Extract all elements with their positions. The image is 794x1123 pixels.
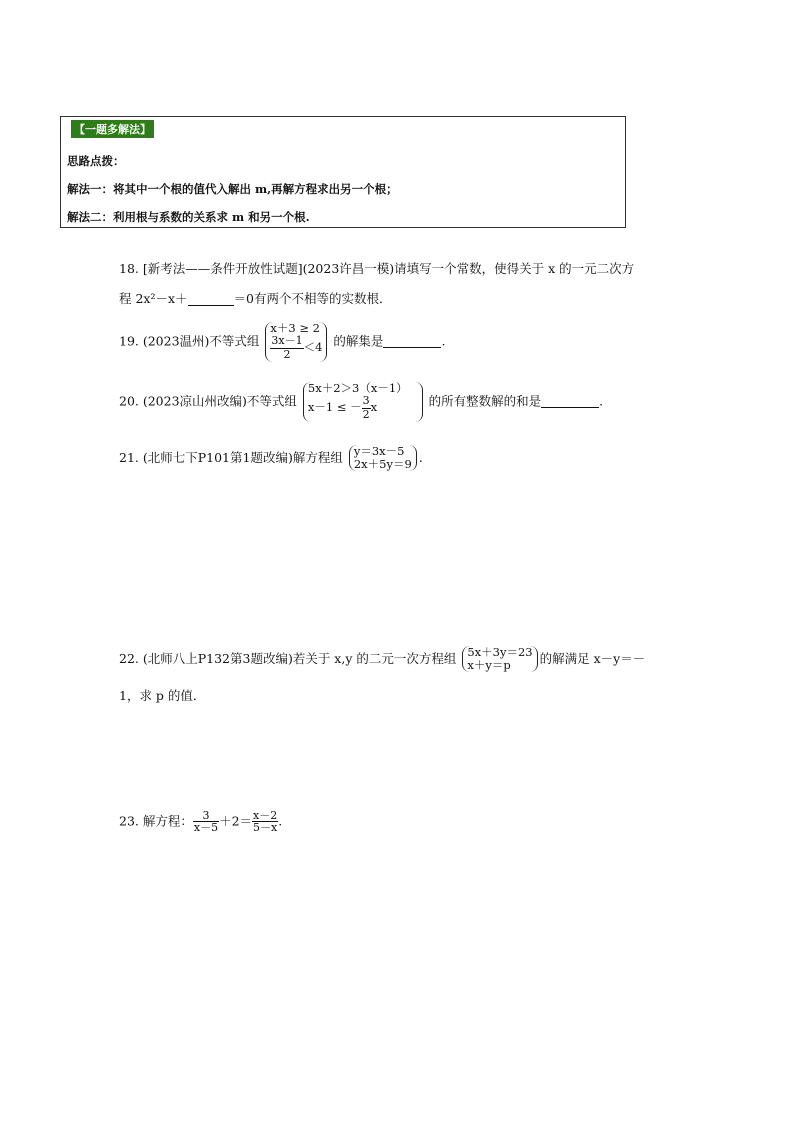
problem-19: 19. (2023温州)不等式组 x＋3 ≥ 2 $\frac{3x-1}{2}$ ＜4 的解集是 . (119, 321, 446, 361)
answer-blank (541, 395, 599, 408)
solution-tip-box (60, 116, 626, 228)
tip-tag: 【一题多解法】 (71, 120, 154, 138)
answer-blank (188, 293, 234, 306)
problem-20: 20. (2023凉山州改编)不等式组 5x＋2＞3（x－1） x－1 ≤ － $\frac{3}{2}$ x 的所有整数解的和是 . (119, 381, 604, 421)
fraction: $\frac{3}{x-5}$ (193, 809, 219, 834)
problem-21: 21. (北师七下P101第1题改编)解方程组 y＝3x－5 2x＋5y＝9 . (119, 444, 423, 472)
equation-system: y＝3x－5 2x＋5y＝9 (349, 445, 417, 471)
tip-lead: 思路点拨： (67, 154, 125, 168)
answer-blank (383, 335, 441, 348)
fraction: $\frac{3}{2}$ (362, 394, 370, 421)
inequality-system: 5x＋2＞3（x－1） x－1 ≤ － $\frac{3}{2}$ x (303, 382, 423, 422)
problem-18-line-2: 程 2x²－x＋ ＝0有两个不相等的实数根． (119, 291, 392, 306)
problem-22-line-1: 22. (北师八上P132第3题改编)若关于 x,y 的二元一次方程组 5x＋3y＝23 x＋y＝p 的解满足 x－y＝－ (119, 645, 646, 673)
tip-method-1: 解法一：将其中一个根的值代入解出 m,再解方程求出另一个根； (67, 182, 398, 196)
tip-method-2: 解法二：利用根与系数的关系求 m 和另一个根. (67, 210, 310, 224)
problem-23: 23. 解方程： $\frac{3}{x-5}$ ＋2＝ $\frac{x-2}{5-x}$ . (119, 809, 283, 834)
equation-system: 5x＋3y＝23 x＋y＝p (462, 646, 537, 672)
inequality-system: x＋3 ≥ 2 $\frac{3x-1}{2}$ ＜4 (265, 322, 327, 362)
fraction: $\frac{3x-1}{2}$ (271, 334, 303, 361)
fraction: $\frac{x-2}{5-x}$ (253, 809, 278, 834)
problem-22-line-2: 1，求 p 的值． (119, 688, 206, 703)
problem-18-line-1: 18. [新考法——条件开放性试题](2023许昌一模)请填写一个常数，使得关于 x 的一元二次方 (119, 261, 635, 276)
